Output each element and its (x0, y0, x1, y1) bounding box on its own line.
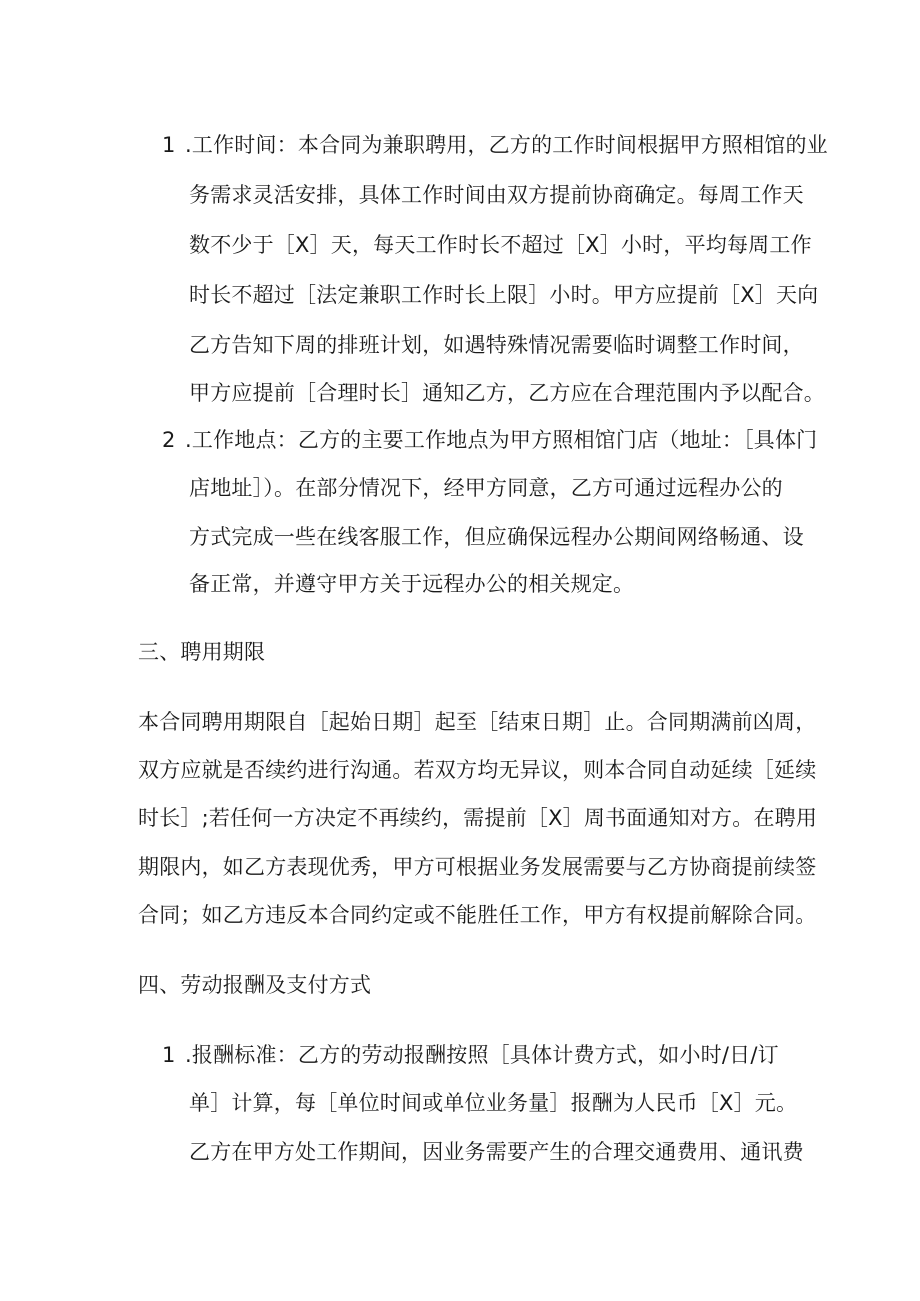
paragraph-line: 本合同聘用期限自［起始日期］起至［结束日期］止。合同期满前凶周， (138, 710, 817, 734)
item-number: 2 (162, 428, 176, 452)
paragraph-line: .报酬标准：乙方的劳动报酬按照［具体计费方式，如小时/日/订 (185, 1043, 779, 1067)
paragraph-line: 乙方告知下周的排班计划，如遇特殊情况需要临时调整工作时间， (189, 333, 804, 357)
paragraph-line: .工作时间：本合同为兼职聘用，乙方的工作时间根据甲方照相馆的业 (185, 133, 828, 157)
section-heading: 四、劳动报酬及支付方式 (138, 973, 372, 997)
paragraph-line: 期限内，如乙方表现优秀，甲方可根据业务发展需要与乙方协商提前续签 (138, 855, 817, 879)
paragraph-line: 时长不超过［法定兼职工作时长上限］小时。甲方应提前［X］天向 (189, 283, 819, 307)
section-heading: 三、聘用期限 (138, 640, 266, 664)
paragraph-line: .工作地点：乙方的主要工作地点为甲方照相馆门店（地址：［具体门 (185, 428, 818, 452)
item-number: 1 (162, 1043, 176, 1067)
paragraph-line: 合同；如乙方违反本合同约定或不能胜任工作，甲方有权提前解除合同。 (138, 903, 817, 927)
paragraph-line: 备正常，并遵守甲方关于远程办公的相关规定。 (189, 572, 635, 596)
paragraph-line: 单］计算，每［单位时间或单位业务量］报酬为人民币［X］元。 (189, 1091, 798, 1115)
item-number: 1 (162, 133, 176, 157)
paragraph-line: 数不少于［X］天，每天工作时长不超过［X］小时，平均每周工作 (189, 233, 812, 257)
paragraph-line: 方式完成一些在线客服工作，但应确保远程办公期间网络畅通、设 (189, 525, 804, 549)
paragraph-line: 乙方在甲方处工作期间，因业务需要产生的合理交通费用、通讯费 (189, 1140, 804, 1164)
paragraph-line: 甲方应提前［合理时长］通知乙方，乙方应在合理范围内予以配合。 (189, 381, 825, 405)
paragraph-line: 务需求灵活安排，具体工作时间由双方提前协商确定。每周工作天 (189, 183, 804, 207)
paragraph-line: 双方应就是否续约进行沟通。若双方均无异议，则本合同自动延续［延续 (138, 758, 817, 782)
paragraph-line: 时长］;若任何一方决定不再续约，需提前［X］周书面通知对方。在聘用 (138, 806, 818, 830)
paragraph-line: 店地址］）。在部分情况下，经甲方同意，乙方可通过远程办公的 (189, 476, 783, 500)
